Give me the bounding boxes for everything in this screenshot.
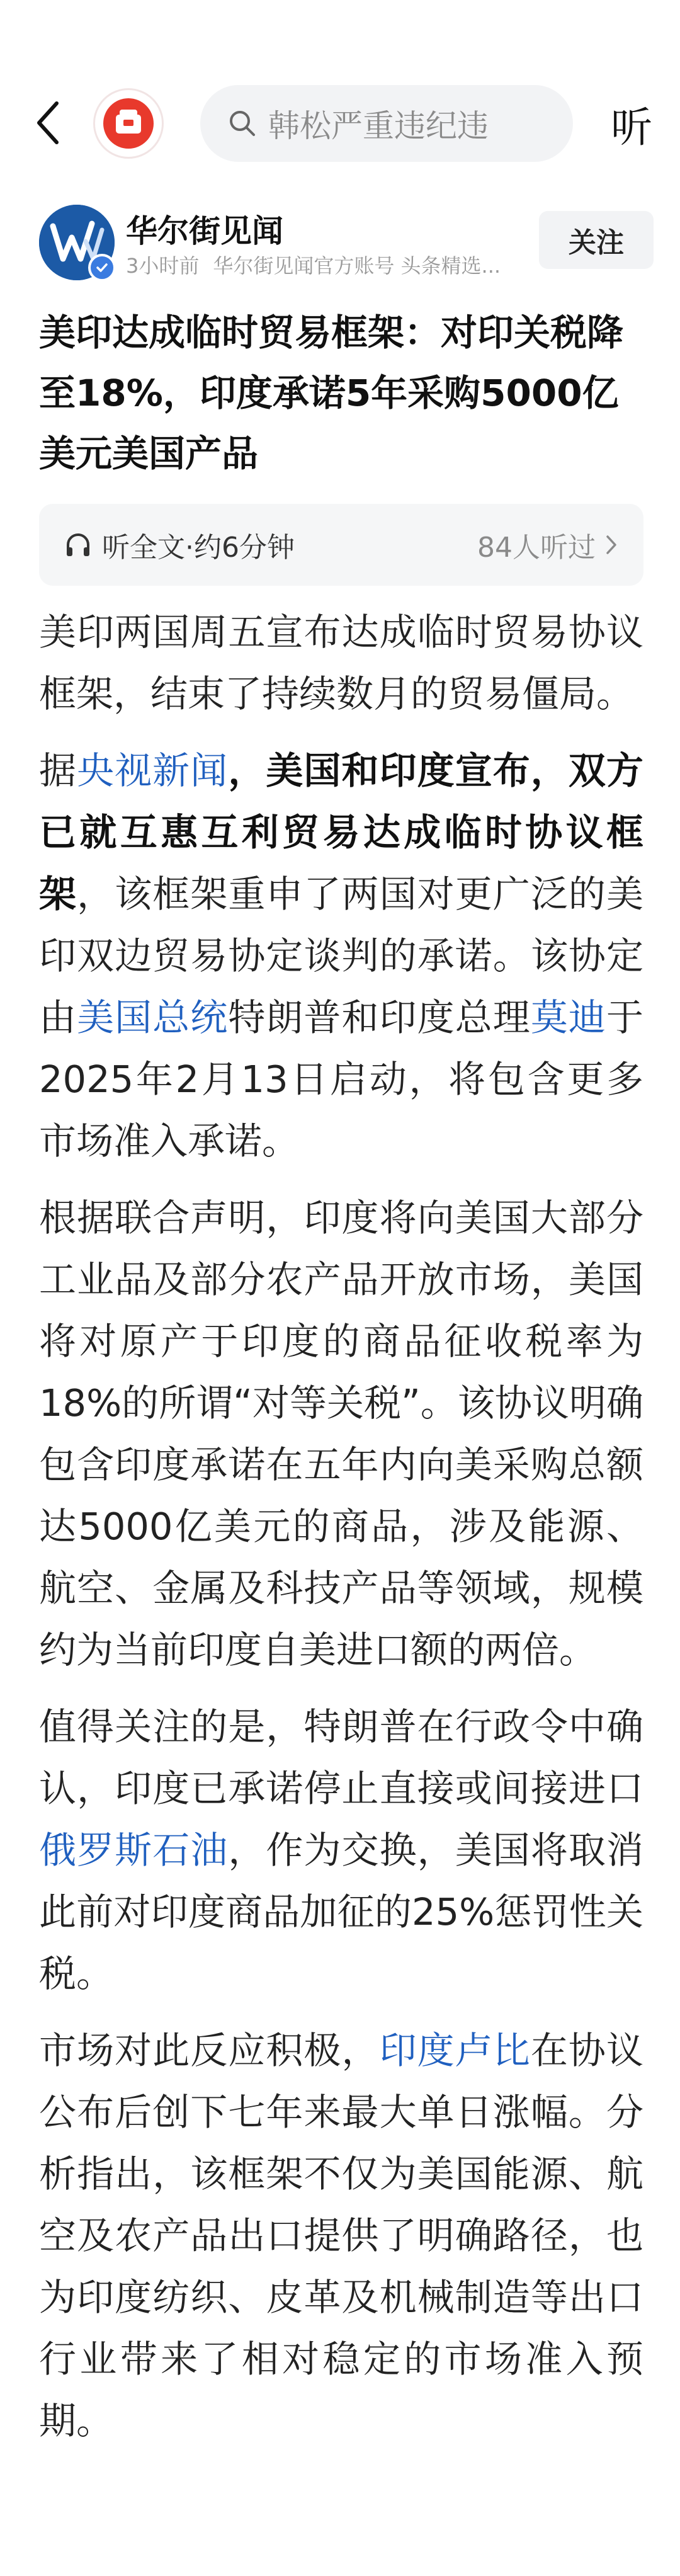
headphones-icon: [64, 531, 92, 559]
paragraph-2-text-2: ，: [228, 749, 266, 792]
follow-button[interactable]: 关注: [539, 211, 654, 269]
listen-full-article-bar[interactable]: [39, 504, 643, 586]
listen-button-label: 听: [611, 103, 652, 152]
paragraph-5-text-2: 在协议公布后创下七年来最大单日涨幅。分析指出，该框架不仅为美国能源、航空及农产品出口提供了明确路径，也为印度纺织、皮革及机械制造等出口行业带来了相对稳定的市场准入预期。: [39, 2029, 643, 2442]
paragraph-2-text-6: 特朗普和印度总理: [228, 996, 531, 1039]
author-meta: [126, 250, 529, 279]
author-description: 华尔街见闻官方账号 头条精选...: [213, 254, 501, 278]
link-indian-rupee[interactable]: 印度卢比: [379, 2029, 531, 2072]
search-icon: [228, 109, 257, 138]
listen-bar-left: [64, 525, 295, 565]
paragraph-4-text-1: 值得关注的是，特朗普在行政令中确认，印度已承诺停止直接或间接进口: [39, 1705, 643, 1810]
paragraph-4-text-2: ，作为交换，美国将取消此前对印度商品加征的25%惩罚性关税。: [39, 1828, 643, 1995]
verified-badge-icon: [88, 254, 116, 282]
back-arrow-icon: [35, 101, 60, 145]
article-title: 美印达成临时贸易框架：对印关税降至18%，印度承诺5年采购5000亿美元美国产品: [39, 311, 624, 475]
author-name[interactable]: 华尔街见闻: [126, 213, 283, 249]
listen-bar-label: 听全文·约6分钟: [102, 532, 295, 564]
paragraph-2-text-7: 于2025年2月13日启动，将包含更多市场准入承诺。: [39, 996, 643, 1163]
listen-button[interactable]: [597, 88, 666, 159]
search-input[interactable]: [200, 85, 573, 162]
top-navigation-bar: [0, 0, 680, 189]
link-usa[interactable]: 美国: [266, 749, 342, 792]
app-logo-button[interactable]: [93, 88, 164, 159]
paragraph-2-text-5: ，该框架重申了两国对更广泛的美印双边贸易协定谈判的承诺。该协定由: [39, 872, 643, 1039]
article-body: [39, 601, 643, 2467]
paragraph-5-text-1: 市场对此反应积极，: [39, 2029, 380, 2072]
paragraph-4: [39, 1696, 643, 2005]
link-modi[interactable]: 莫迪: [530, 996, 606, 1039]
link-russian-oil[interactable]: 俄罗斯石油: [39, 1828, 229, 1872]
chevron-right-icon: [604, 533, 618, 556]
listen-bar-right: [477, 525, 618, 565]
post-time: 3小时前: [126, 254, 200, 278]
paragraph-1: 美印两国周五宣布达成临时贸易协议框架，结束了持续数月的贸易僵局。: [39, 610, 643, 715]
author-row: [0, 198, 680, 287]
paragraph-2: [39, 740, 643, 1172]
paragraph-3: 根据联合声明，印度将向美国大部分工业品及部分农产品开放市场，美国将对原产于印度的商品征收税率为18%的所谓“对等关税”。该协议明确包含印度承诺在五年内向美采购总额达5000亿美元的商品，涉及能源、航空、金属及科技产品等领域，规模约为当前印度自美进口额的两倍。: [39, 1196, 643, 1672]
link-india[interactable]: 印度: [379, 749, 455, 792]
paragraph-5: [39, 2020, 643, 2452]
search-query-text: 韩松严重违纪违: [268, 108, 489, 144]
back-button[interactable]: [23, 88, 73, 157]
paragraph-2-text-3: 和: [341, 749, 380, 792]
link-us-president[interactable]: 美国总统: [77, 996, 229, 1039]
paragraph-2-text-4: 宣布，双方已就互惠互利贸易达成临时协议框架: [39, 749, 643, 916]
listen-count: 84人听过: [477, 532, 596, 564]
toutiao-logo-icon: [102, 97, 155, 150]
paragraph-2-text-1: 据: [39, 749, 77, 792]
link-cctv-news[interactable]: 央视新闻: [77, 749, 229, 792]
